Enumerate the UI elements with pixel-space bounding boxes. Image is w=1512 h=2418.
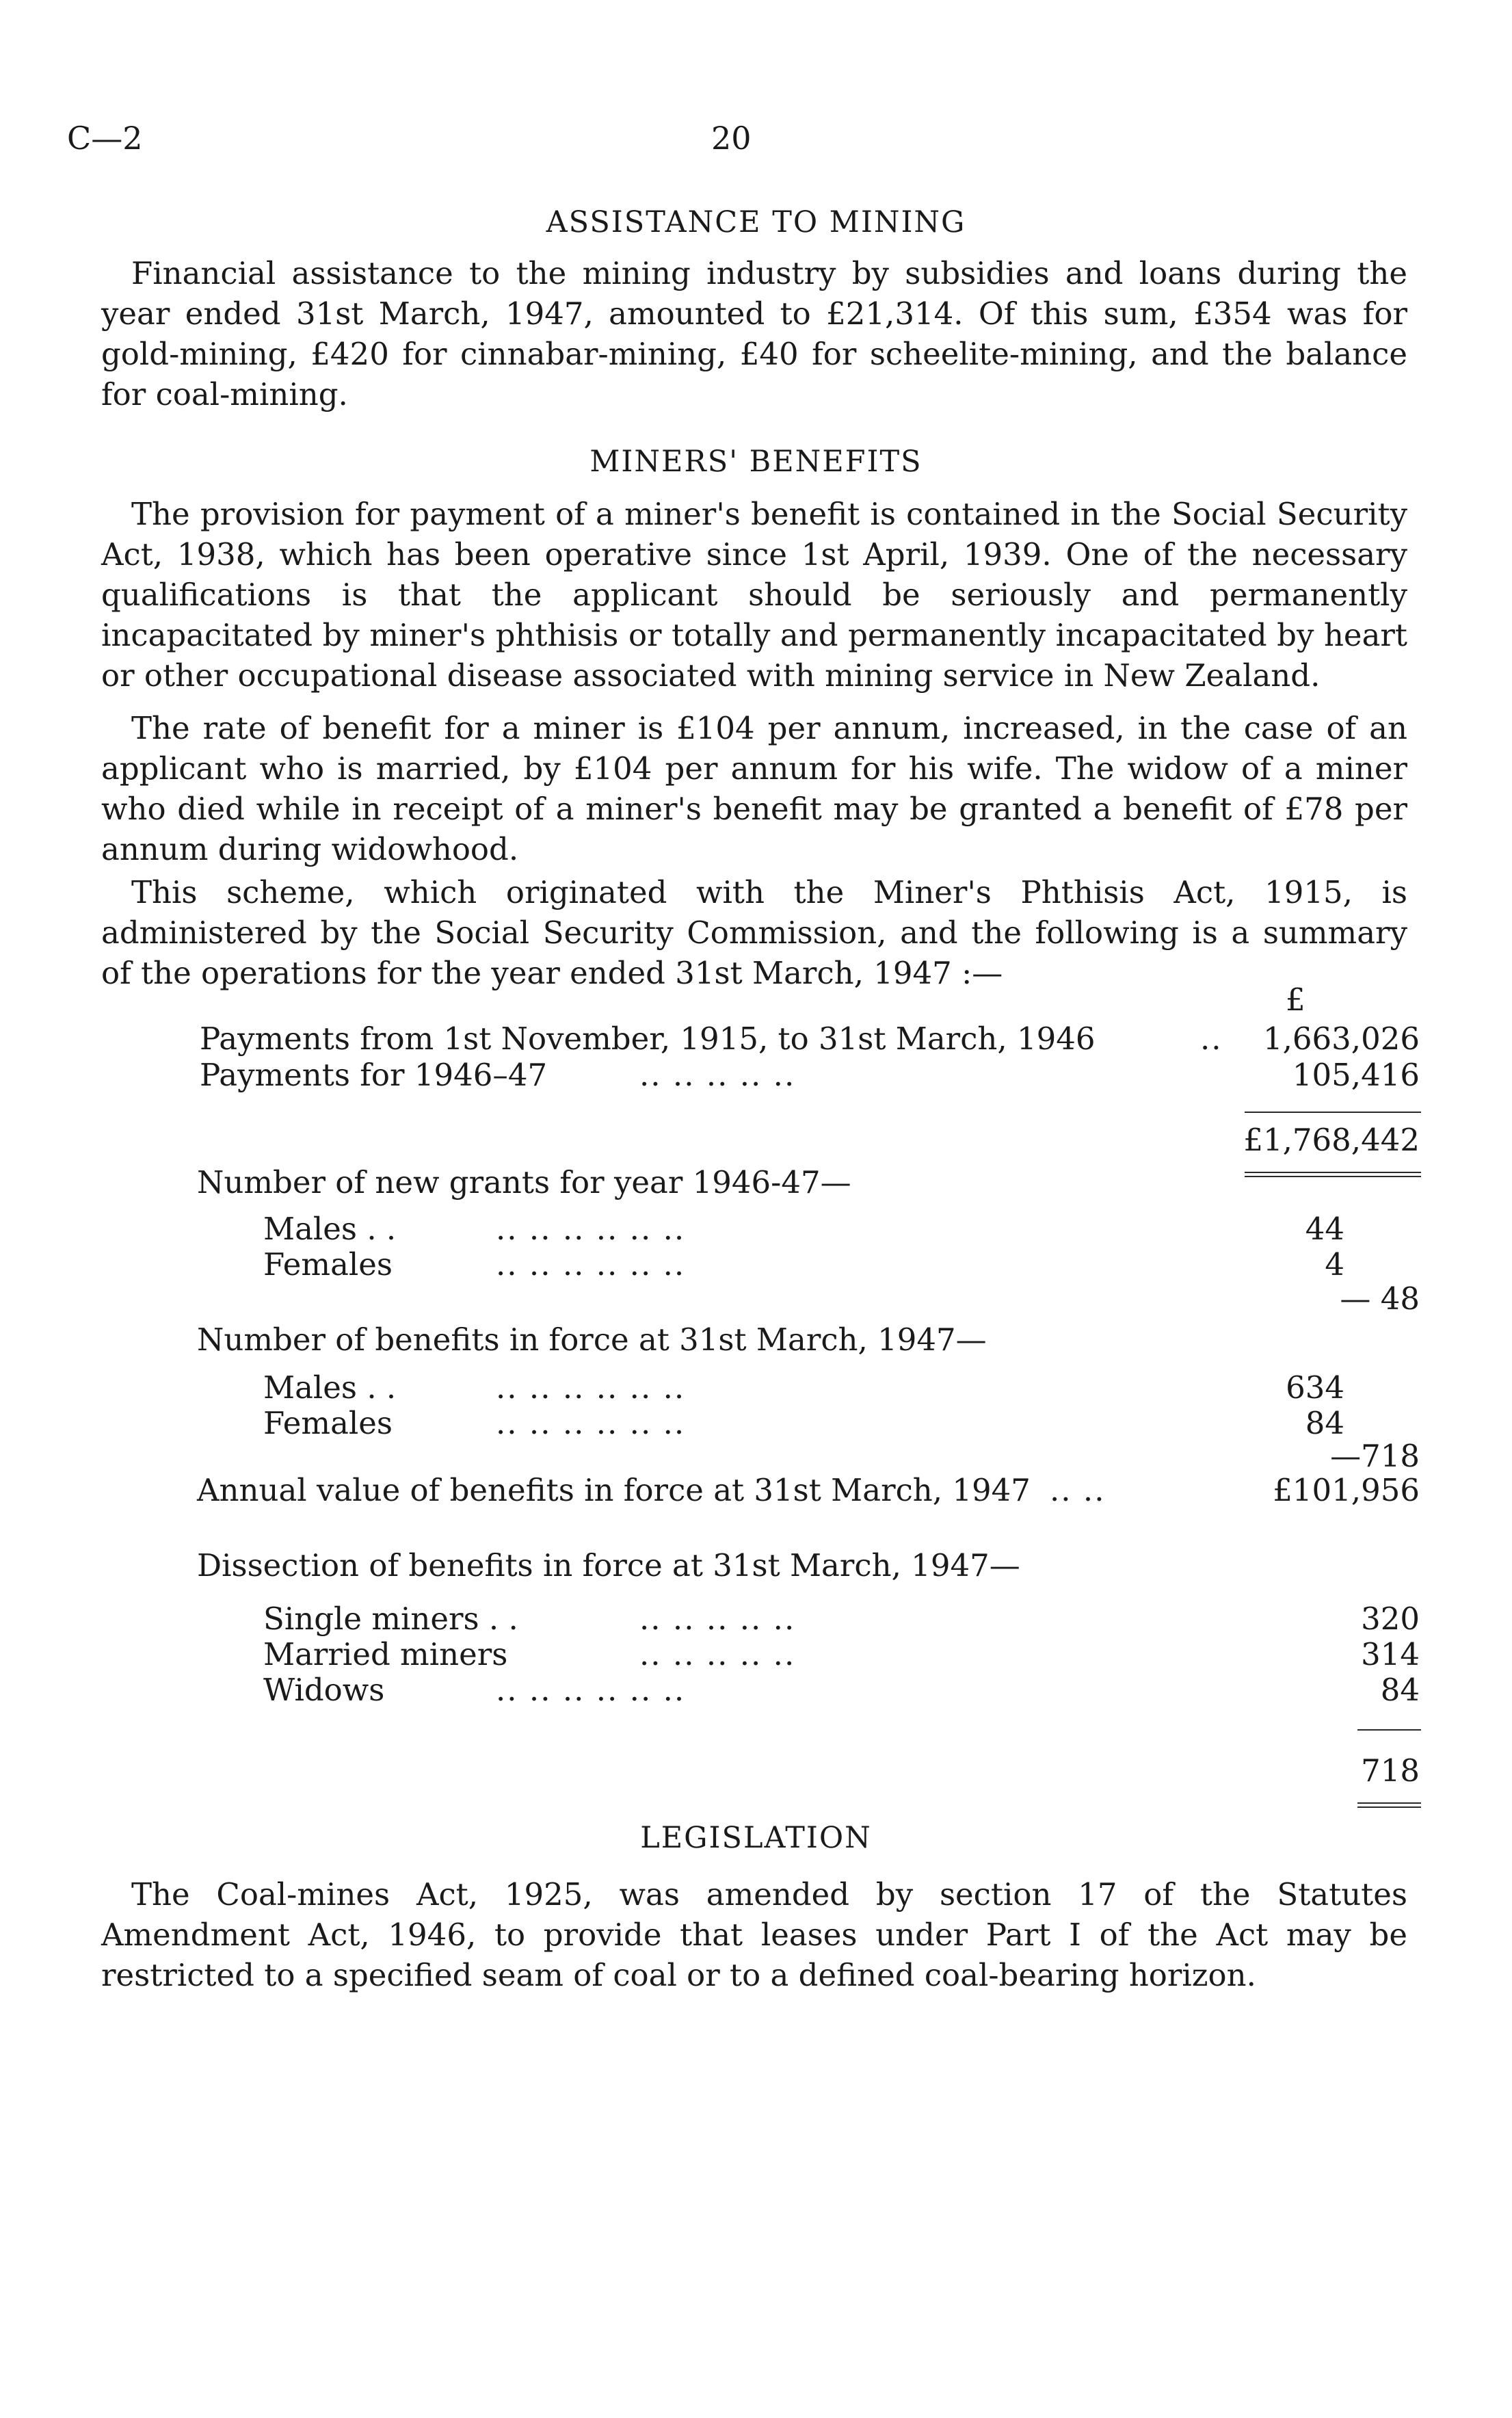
leader-dots: .. .. .. .. .. (639, 1636, 796, 1672)
in-force-heading: Number of benefits in force at 31st March, 1947— (197, 1322, 987, 1358)
row-label: Married miners (263, 1636, 508, 1672)
new-grants-heading: Number of new grants for year 1946-47— (197, 1164, 851, 1200)
sum-rule (1245, 1112, 1421, 1113)
row-value: 634 (1286, 1369, 1344, 1406)
miners-para1-text: The provision for payment of a miner's benefit is contained in the Social Security Act, 1938, which has been operative since 1st April, 1939. One of the necessary qualifications is that the applicant should be seriously and permanently incapacitated by miner's phthisis or totally and permanently incapacitated by heart or other occupational disease associated with mining service in New Zealand. (101, 496, 1407, 694)
row-label: Payments for 1946–47 (200, 1057, 548, 1093)
row-value: 1,663,026 (1262, 1021, 1420, 1057)
row-label: Males . . (263, 1369, 397, 1406)
dissection-total: 718 (1361, 1752, 1420, 1789)
double-rule (1357, 1802, 1421, 1808)
row-label: Single miners . . (263, 1601, 518, 1637)
row-value: 84 (1380, 1672, 1420, 1708)
leader-dots: .. .. .. .. .. (639, 1601, 796, 1637)
row-value: 314 (1361, 1636, 1420, 1672)
section-heading-miners-benefits: MINERS' BENEFITS (589, 445, 923, 479)
row-value: £101,956 (1273, 1472, 1420, 1508)
document-code: C—2 (67, 120, 143, 157)
leader-dots: .. .. .. .. .. .. (496, 1246, 686, 1283)
legislation-text: The Coal-mines Act, 1925, was amended by section 17 of the Statutes Amendment Act, 1946, to provide that leases under Part I of the Act may be restricted to a specified seam of coal or to a defined coal-bearing horizon. (101, 1876, 1407, 1993)
leader-dots: .. .. .. .. .. .. (496, 1672, 686, 1708)
double-rule (1245, 1172, 1421, 1177)
row-label: Females (263, 1405, 393, 1441)
section-heading-assistance: ASSISTANCE TO MINING (546, 205, 966, 239)
row-value: 44 (1305, 1211, 1344, 1247)
in-force-total: —718 (1330, 1438, 1420, 1474)
payments-total: £1,768,442 (1243, 1122, 1420, 1158)
page-number: 20 (711, 120, 752, 157)
section-heading-legislation: LEGISLATION (640, 1821, 872, 1855)
leader-dots: .. .. (1050, 1472, 1106, 1508)
miners-paragraph-3 (101, 872, 1407, 993)
dissection-heading: Dissection of benefits in force at 31st March, 1947— (197, 1547, 1020, 1583)
currency-column-header: £ (1286, 982, 1305, 1018)
assistance-text: Financial assistance to the mining industry by subsidies and loans during the year ended 31st March, 1947, amounted to £21,314. Of this sum, £354 was for gold-mining, £420 for cinnabar-mining, £40 for scheelite-mining, and the balance for coal-mining. (101, 255, 1407, 412)
row-label: Payments from 1st November, 1915, to 31st March, 1946 (200, 1021, 1096, 1057)
row-label: Widows (263, 1672, 385, 1708)
miners-para3-text: This scheme, which originated with the Miner's Phthisis Act, 1915, is administered by the Social Security Commission, and the following is a summary of the operations for the year ended 31st March, 1947 :— (101, 874, 1407, 991)
leader-dots: .. .. .. .. .. (639, 1057, 796, 1093)
leader-dots: .. (1200, 1021, 1223, 1057)
legislation-paragraph (101, 1874, 1407, 1995)
miners-paragraph-2 (101, 708, 1407, 869)
row-label: Annual value of benefits in force at 31st March, 1947 (197, 1472, 1031, 1508)
leader-dots: .. .. .. .. .. .. (496, 1369, 686, 1406)
row-value: 4 (1325, 1246, 1344, 1283)
miners-para2-text: The rate of benefit for a miner is £104 per annum, increased, in the case of an applicant who is married, by £104 per annum for his wife. The widow of a miner who died while in receipt of a miner's benefit may be granted a benefit of £78 per annum during widowhood. (101, 710, 1407, 867)
miners-paragraph-1 (101, 494, 1407, 696)
assistance-paragraph (101, 253, 1407, 415)
new-grants-total: — 48 (1340, 1280, 1420, 1317)
row-value: 105,416 (1292, 1057, 1420, 1093)
row-value: 84 (1305, 1405, 1344, 1441)
leader-dots: .. .. .. .. .. .. (496, 1211, 686, 1247)
row-label: Females (263, 1246, 393, 1283)
row-label: Males . . (263, 1211, 397, 1247)
row-value: 320 (1361, 1601, 1420, 1637)
sum-rule (1357, 1729, 1421, 1731)
leader-dots: .. .. .. .. .. .. (496, 1405, 686, 1441)
